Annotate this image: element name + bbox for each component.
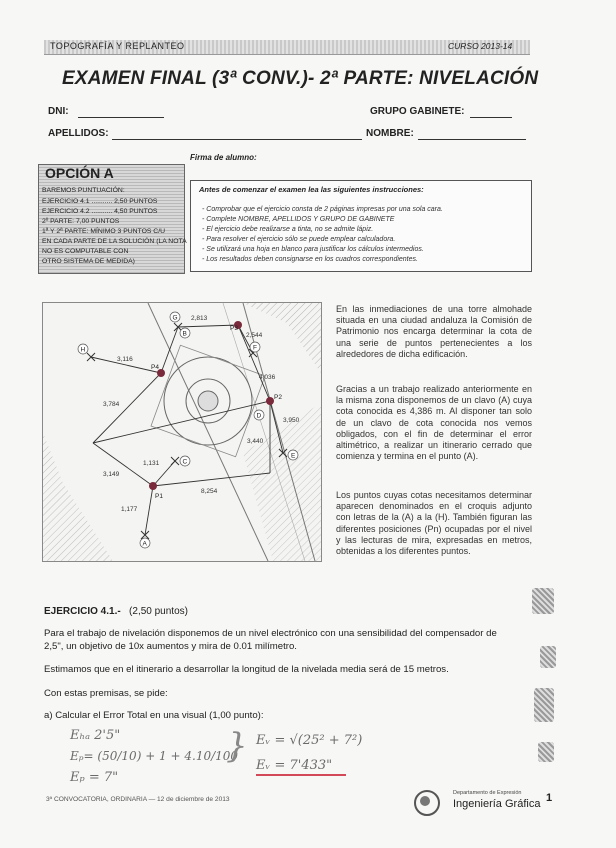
svg-text:1,131: 1,131: [143, 460, 160, 467]
option-line: EN CADA PARTE DE LA SOLUCIÓN (LA NOTA: [42, 238, 187, 245]
option-line: 2º PARTE: 7,00 PUNTOS: [42, 218, 120, 225]
handwritten-line-2: Eₚ= (50/10) + 1 + 4.10/100: [70, 749, 239, 763]
exercise-points: (2,50 puntos): [129, 606, 188, 617]
description-paragraph-1: En las inmediaciones de una torre almohade situada en una ciudad andaluza la Comisión de Patrimonio nos encarga determinar la cota de una serie de puntos pertenecientes a los alrededores de dicha edificación.: [336, 304, 532, 359]
instruction-item: - Complete NOMBRE, APELLIDOS Y GRUPO DE GABINETE: [202, 216, 395, 223]
dni-label: DNI:: [48, 106, 69, 117]
svg-text:H: H: [80, 346, 86, 354]
svg-text:4,036: 4,036: [259, 374, 276, 381]
scan-smudge: [540, 646, 556, 668]
instruction-item: - Los resultados deben consignarse en los cuadros correspondientes.: [202, 256, 418, 263]
svg-text:A: A: [142, 540, 147, 548]
svg-text:F: F: [253, 344, 257, 352]
svg-text:B: B: [182, 330, 187, 338]
exercise-line-1: Para el trabajo de nivelación disponemos de un nivel electrónico con una sensibilidad del compensador de: [44, 628, 497, 639]
page-title: EXAMEN FINAL (3ª CONV.)- 2ª PARTE: NIVELACIÓN: [62, 68, 539, 89]
svg-text:E: E: [291, 452, 296, 460]
firma-label: Firma de alumno:: [190, 153, 257, 162]
dni-field[interactable]: [78, 117, 164, 118]
svg-text:8,254: 8,254: [201, 488, 218, 495]
svg-text:2,813: 2,813: [191, 315, 208, 322]
handwritten-line-3: Eₚ = 7": [70, 770, 119, 785]
svg-text:P3: P3: [230, 325, 238, 332]
description-paragraph-2: Gracias a un trabajo realizado anteriormente en la misma zona disponemos de un clavo (A) cuya cota conocida es 4,386 m. Al disponer tan solo de un clavo de cota conocida nos vemos obligados, con el fin de determinar el error altimétrico, a realizar un itinerario cerrado que comienza y termina en el punto (A).: [336, 384, 532, 462]
department-logo-inner: [420, 796, 430, 806]
footer-department: Departamento de Expresión: [453, 790, 522, 796]
svg-text:C: C: [182, 458, 188, 466]
svg-text:P4: P4: [151, 364, 159, 371]
svg-text:3,950: 3,950: [283, 417, 300, 424]
svg-text:P2: P2: [274, 394, 282, 401]
instruction-item: - El ejercicio debe realizarse a tinta, no se admite lápiz.: [202, 226, 374, 233]
answer-underline: [256, 774, 346, 776]
option-line: 1ª Y 2ª PARTE: MÍNIMO 3 PUNTOS C/U: [42, 228, 166, 235]
svg-text:P1: P1: [155, 493, 163, 500]
svg-text:3,116: 3,116: [117, 356, 133, 363]
header-course: CURSO 2013-14: [448, 41, 513, 51]
handwritten-line-4: Eᵥ = √(25² + 7²): [256, 733, 363, 748]
nombre-label: NOMBRE:: [366, 128, 414, 139]
svg-text:D: D: [256, 412, 262, 420]
nombre-field[interactable]: [418, 139, 526, 140]
option-line: EJERCICIO 4.1 ........... 2,50 PUNTOS: [42, 198, 158, 205]
option-line: NO ES COMPUTABLE CON: [42, 248, 129, 255]
scan-smudge: [534, 688, 554, 722]
grupo-field[interactable]: [470, 117, 512, 118]
svg-text:1,177: 1,177: [121, 506, 138, 513]
exercise-item-a: a) Calcular el Error Total en una visual (1,00 punto):: [44, 710, 264, 721]
option-title: OPCIÓN A: [45, 165, 114, 181]
svg-text:3,149: 3,149: [103, 471, 120, 478]
handwritten-line-1: Eₕₐ 2'5": [70, 728, 121, 743]
svg-text:G: G: [172, 314, 178, 322]
handwritten-brace: }: [226, 726, 248, 766]
instructions-title: Antes de comenzar el examen lea las siguientes instrucciones:: [199, 185, 424, 194]
scan-smudge: [538, 742, 554, 762]
apellidos-label: APELLIDOS:: [48, 128, 109, 139]
footer-note: 3ª CONVOCATORIA, ORDINARIA — 12 de diciembre de 2013: [46, 796, 230, 803]
option-line: EJERCICIO 4.2 ........... 4,50 PUNTOS: [42, 208, 158, 215]
exercise-line-2: 2,5", un objetivo de 10x aumentos y mira de 0.01 milímetro.: [44, 641, 297, 652]
exercise-title: EJERCICIO 4.1.-: [44, 606, 121, 617]
instruction-item: - Se utilizará una hoja en blanco para justificar los cálculos intermedios.: [202, 246, 424, 253]
svg-text:3,784: 3,784: [103, 401, 120, 408]
exercise-heading: [44, 606, 188, 617]
instruction-item: - Para resolver el ejercicio sólo se puede emplear calculadora.: [202, 236, 396, 243]
page-number: 1: [546, 792, 553, 804]
footer-brand: Ingeniería Gráfica: [453, 798, 541, 810]
grupo-label: GRUPO GABINETE:: [370, 106, 465, 117]
apellidos-field[interactable]: [112, 139, 362, 140]
svg-text:2,544: 2,544: [246, 332, 263, 339]
instruction-item: - Comprobar que el ejercicio consta de 2 páginas impresas por una sola cara.: [202, 206, 443, 213]
scan-smudge: [532, 588, 554, 614]
exercise-line-4: Con estas premisas, se pide:: [44, 688, 168, 699]
header-subject: TOPOGRAFÍA Y REPLANTEO: [50, 41, 185, 51]
svg-text:3,440: 3,440: [247, 438, 264, 445]
description-paragraph-3: Los puntos cuyas cotas necesitamos determinar aparecen denominados en el croquis adjunto con letras de la (A) a la (H). También figuran las diferentes posiciones (Pn) ocupadas por el nivel y las lecturas de mira, expresadas en metros, obtenidas a los diferentes puntos.: [336, 490, 532, 557]
handwritten-line-5: Eᵥ = 7'433": [256, 758, 333, 773]
option-line: OTRO SISTEMA DE MEDIDA): [42, 258, 135, 265]
option-line: BAREMOS PUNTUACIÓN:: [42, 187, 125, 194]
exercise-line-3: Estimamos que en el itinerario a desarrollar la longitud de la nivelada media será de 15 metros.: [44, 664, 449, 675]
site-sketch: [42, 302, 322, 562]
